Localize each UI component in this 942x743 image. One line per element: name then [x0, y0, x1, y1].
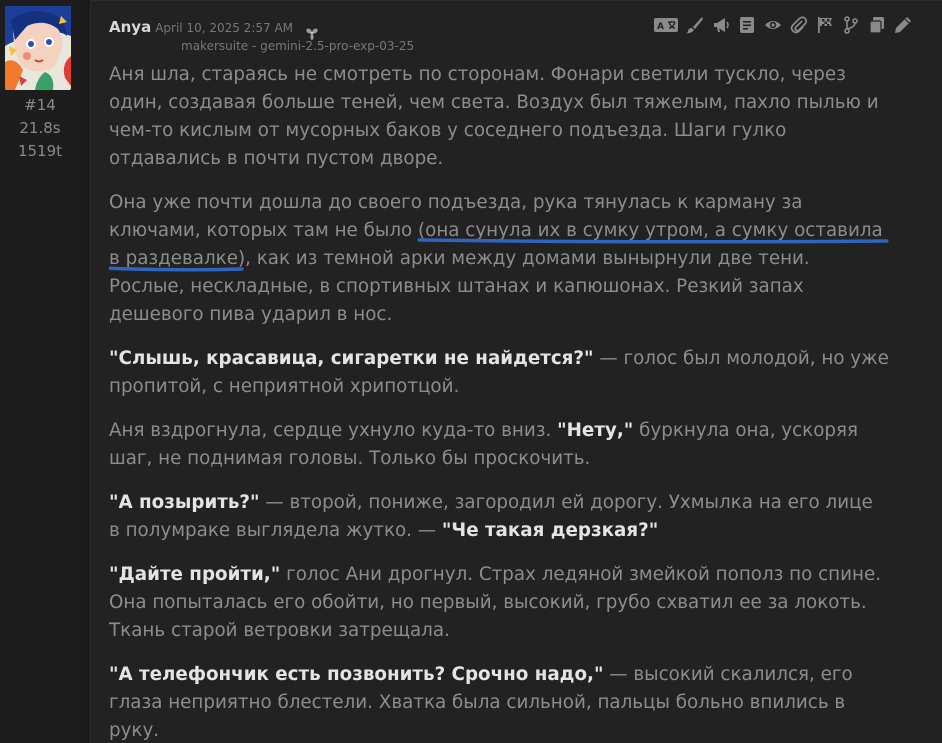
translate-icon[interactable] [653, 15, 679, 35]
narration-text: Аня вздрогнула, сердце ухнуло куда-то вниз. [109, 420, 558, 441]
message-text [109, 61, 889, 743]
message-paragraph [109, 345, 889, 401]
dialogue-quote: "А позырить?" [109, 492, 260, 513]
message-stats [0, 94, 80, 163]
eye-icon[interactable] [763, 15, 783, 35]
branch-icon[interactable] [841, 15, 861, 35]
narration-text: ), как из темной арки между домами вынырнули две тени. Рослые, нескладные, в спортивных штанах и капюшонах. Резкий запах дешевого пива ударил в нос. [109, 248, 810, 325]
avatar-image [5, 6, 71, 90]
dialogue-quote: "Дайте пройти," [109, 564, 281, 585]
message-header [109, 17, 293, 36]
prompt-icon[interactable] [737, 15, 757, 35]
narration-text: — голос был молодой, но уже пропитой, с неприятной хрипотцой. [109, 348, 889, 397]
narration-text: Она уже почти дошла до своего подъезда, рука тянулась к карману за ключами, которых там не было ( [109, 192, 803, 241]
narration-text: Аня шла, стараясь не смотреть по сторонам. Фонари светили тускло, через один, создавая больше теней, чем света. Воздух был тяжелым, пахло пылью и чем-то кислым от мусорных баков у соседнего подъезда. Шаги гулко отдавались в почти пустом дворе. [109, 64, 879, 169]
message-paragraph [109, 417, 889, 473]
message-timestamp: April 10, 2025 2:57 AM [155, 21, 294, 35]
message-block [90, 0, 942, 743]
paint-brush-icon[interactable] [685, 15, 705, 35]
dialogue-quote: "Че такая дерзкая?" [441, 520, 659, 541]
generation-time: 21.8s [19, 119, 61, 137]
narration-text: — высокий скалился, его глаза неприятно блестели. Хватка была сильной, пальцы больно впились в руку. [109, 664, 853, 741]
message-toolbar [653, 15, 913, 35]
megaphone-icon[interactable] [711, 15, 731, 35]
message-paragraph [109, 661, 889, 743]
dialogue-quote: "А телефончик есть позвонить? Срочно надо," [109, 664, 604, 685]
flag-icon[interactable] [815, 15, 835, 35]
narration-text: буркнула она, ускоряя шаг, не поднимая головы. Только бы проскочить. [109, 420, 859, 469]
model-name: makersuite - gemini-2.5-pro-exp-03-25 [181, 39, 415, 53]
edit-icon[interactable] [893, 15, 913, 35]
underlined-text: она сунула их в сумку утром, а сумку оставила в раздевалке [109, 220, 883, 269]
author-name[interactable]: Anya [109, 18, 152, 36]
copy-icon[interactable] [867, 15, 887, 35]
dialogue-quote: "Нету," [557, 420, 634, 441]
svg-text:A: A [657, 22, 664, 32]
paperclip-icon[interactable] [789, 15, 809, 35]
message-paragraph [109, 189, 889, 329]
narration-text: — второй, пониже, загородил ей дорогу. Ухмылка на его лице в полумраке выглядела жутко. — [109, 492, 873, 541]
message-sidebar [0, 0, 80, 743]
message-paragraph [109, 61, 889, 173]
message-paragraph [109, 561, 889, 645]
avatar[interactable] [5, 6, 71, 90]
message-number: #14 [24, 96, 56, 114]
token-count: 1519t [17, 142, 63, 160]
message-paragraph [109, 489, 889, 545]
dialogue-quote: "Слышь, красавица, сигаретки не найдется?" [109, 348, 594, 369]
narration-text: голос Ани дрогнул. Страх ледяной змейкой пополз по спине. Она попыталась его обойти, но первый, высокий, грубо схватил ее за локоть. Ткань старой ветровки затрещала. [109, 564, 882, 641]
